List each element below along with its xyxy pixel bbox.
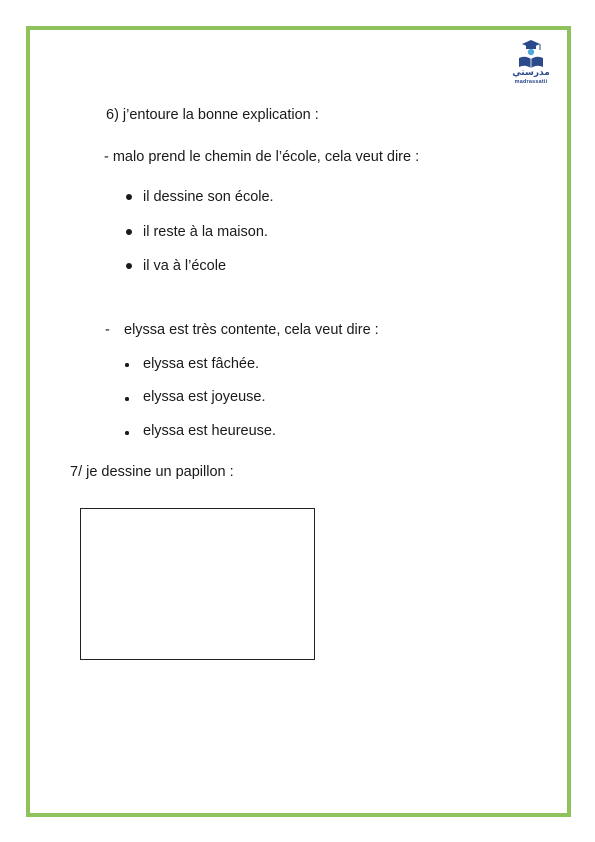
logo-icon	[500, 38, 562, 70]
bullet	[125, 363, 129, 367]
q6-part1-option-1: il dessine son école.	[143, 189, 274, 205]
q6-part1-option-2: il reste à la maison.	[143, 224, 268, 240]
bullet	[126, 194, 132, 200]
q6-part2-prompt: elyssa est très contente, cela veut dire :	[124, 322, 379, 338]
bullet	[125, 431, 129, 435]
logo-latin-text: madrassatii	[514, 79, 548, 85]
q6-part1-prompt: - malo prend le chemin de l’école, cela veut dire :	[104, 149, 420, 165]
madrassatii-logo	[500, 38, 562, 90]
page-border	[26, 26, 571, 817]
bullet	[126, 263, 132, 269]
q6-title: 6) j’entoure la bonne explication :	[106, 107, 319, 123]
q7-title: 7/ je dessine un papillon :	[70, 464, 234, 480]
q6-part2-dash: -	[105, 322, 110, 338]
q6-part1-option-3: il va à l’école	[143, 258, 227, 274]
bullet	[126, 229, 132, 235]
logo-arabic-text: مدرستي	[512, 68, 550, 78]
bullet	[125, 397, 129, 401]
q6-part2-option-3: elyssa est heureuse.	[143, 423, 276, 439]
q6-part2-option-1: elyssa est fâchée.	[143, 356, 260, 372]
q6-part2-option-2: elyssa est joyeuse.	[143, 389, 266, 405]
drawing-box[interactable]	[80, 508, 315, 660]
